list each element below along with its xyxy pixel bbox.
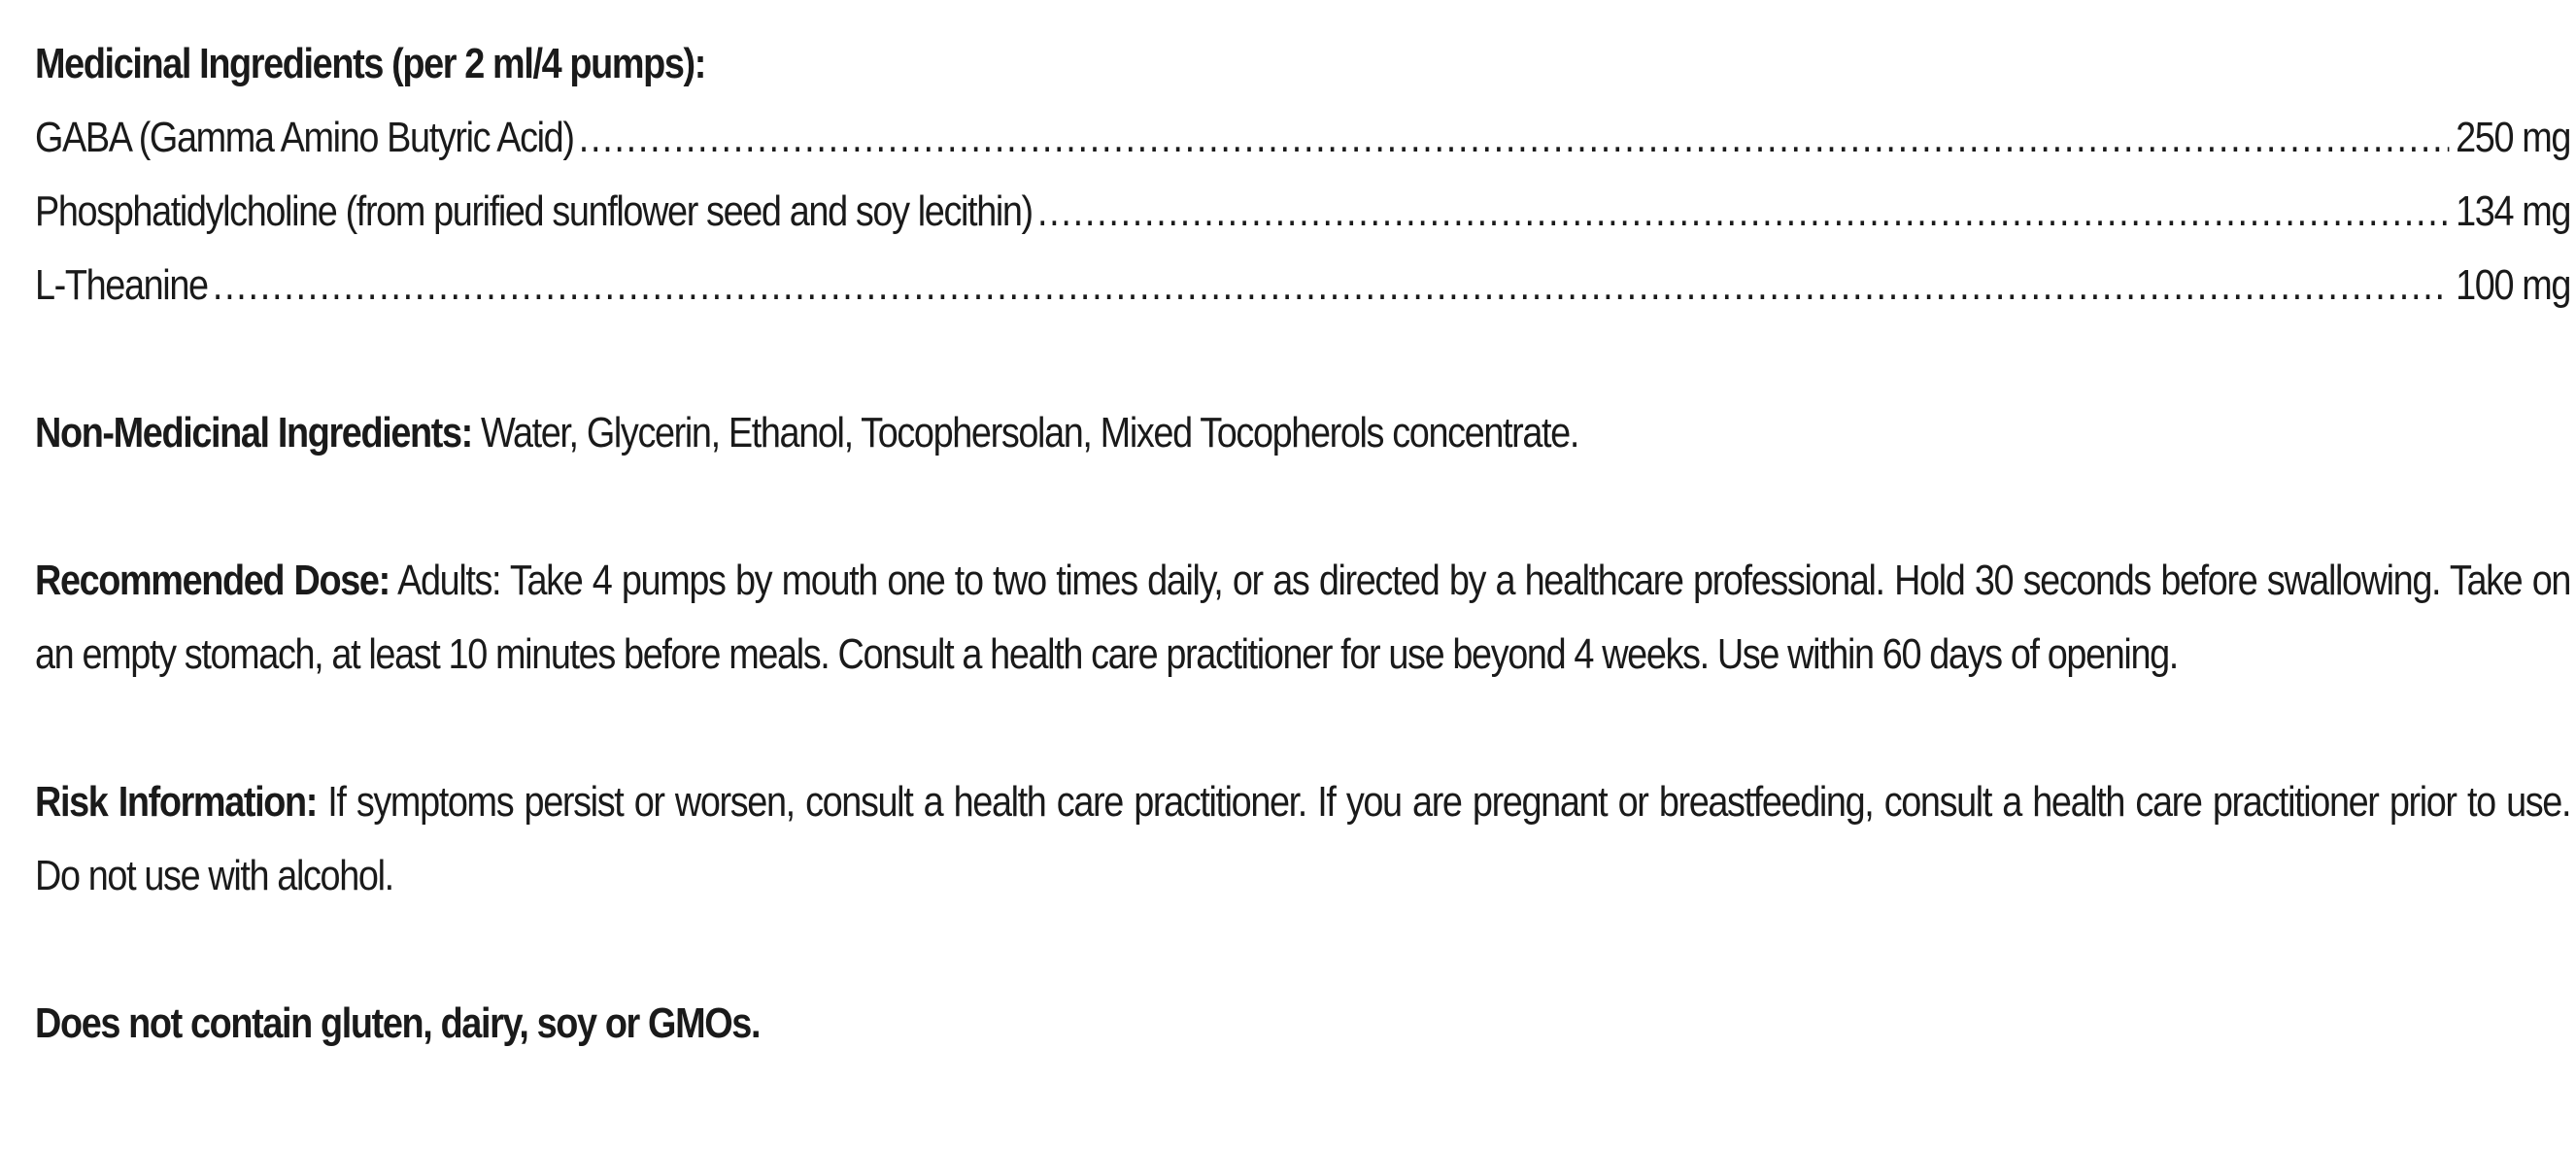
ingredient-row-gaba bbox=[35, 101, 2570, 175]
ingredient-row-l-theanine bbox=[35, 249, 2570, 322]
ingredient-amount: 134 mg bbox=[2456, 187, 2571, 235]
recommended-dose-label: Recommended Dose: bbox=[35, 557, 390, 604]
ingredient-amount: 100 mg bbox=[2456, 261, 2571, 309]
ingredient-amount: 250 mg bbox=[2456, 114, 2571, 161]
dot-leader bbox=[1037, 175, 2449, 249]
medicinal-ingredients-heading: Medicinal Ingredients (per 2 ml/4 pumps): bbox=[35, 40, 706, 87]
non-medicinal-text: Water, Glycerin, Ethanol, Tocophersolan, Mixed Tocopherols concentrate. bbox=[471, 409, 1578, 457]
recommended-dose-text: Adults: Take 4 pumps by mouth one to two times daily, or as directed by a healthcare professional. Hold 30 seconds before swallowing. Take on an empty stomach, at least 10 minutes before meals. Consult a health care practitioner for use beyond 4 weeks. Use within 60 days of opening. bbox=[35, 557, 2571, 678]
risk-information bbox=[35, 765, 2570, 913]
risk-information-label: Risk Information: bbox=[35, 778, 317, 826]
ingredient-name: GABA (Gamma Amino Butyric Acid) bbox=[35, 114, 574, 161]
non-medicinal-label: Non-Medicinal Ingredients: bbox=[35, 409, 472, 457]
risk-information-text: If symptoms persist or worsen, consult a health care practitioner. If you are pregnant or breastfeeding, consult a health care practitioner prior to use. Do not use with alcohol. bbox=[35, 778, 2571, 899]
recommended-dose bbox=[35, 544, 2570, 692]
ingredient-name: Phosphatidylcholine (from purified sunflower seed and soy lecithin) bbox=[35, 187, 1033, 235]
allergen-statement: Does not contain gluten, dairy, soy or GMOs. bbox=[35, 999, 761, 1047]
dot-leader bbox=[213, 249, 2449, 322]
label-text bbox=[35, 27, 2570, 1061]
ingredient-name: L-Theanine bbox=[35, 261, 208, 309]
dot-leader bbox=[579, 101, 2450, 175]
non-medicinal-ingredients bbox=[35, 396, 2570, 470]
ingredient-row-phosphatidylcholine bbox=[35, 175, 2570, 249]
